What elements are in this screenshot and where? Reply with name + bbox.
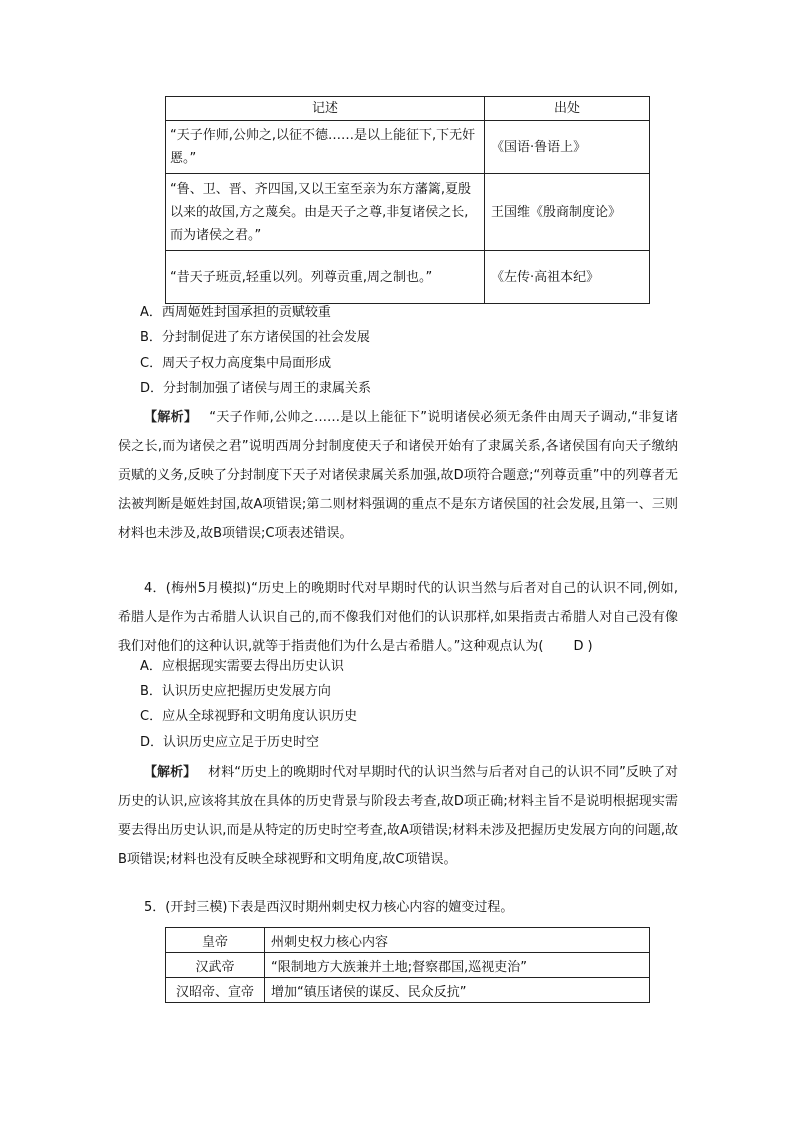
q3-option-b: B．分封制促进了东方诸侯国的社会发展 [140,330,370,345]
q4-option-a: A．应根据现实需要去得出历史认识 [140,659,344,674]
content-cell: 增加“镇压诸侯的谋反、民众反抗” [265,978,650,1003]
q4-stem [118,574,678,661]
answer-letter: D [573,639,584,654]
table-row [166,121,650,174]
table-row [166,174,650,251]
q3-option-c: C．周天子权力高度集中局面形成 [140,356,332,371]
record-cell: “天子作师,公帅之,以征不德……是以上能征下,下无奸慝。” [166,121,485,174]
record-cell: “昔天子班贡,轻重以列。列尊贡重,周之制也。” [166,251,485,304]
table-header-cell: 皇帝 [166,928,265,953]
question-text: 5．(开封三模)下表是西汉时期州刺史权力核心内容的嬗变过程。 [144,900,514,915]
source-cell: 《左传·高祖本纪》 [485,251,650,304]
q3-analysis [118,403,678,548]
emperor-cell: 汉昭帝、宣帝 [166,978,265,1003]
q4-option-d: D．认识历史应立足于历史时空 [140,735,320,750]
q4-option-c: C．应从全球视野和文明角度认识历史 [140,709,358,724]
table-header-row [166,928,650,953]
analysis-text: 材料“历史上的晚期时代对早期时代的认识当然与后者对自己的认识不同”反映了对历史的认识,应该将其放在具体的历史背景与阶段去考查,故D项正确;材料主旨不是说明根据现实需要去得出历史认识,而是从特定的历史时空考查,故A项错误;材料未涉及把握历史发展方向的问题,故B项错误;材料也没有反映全球视野和文明角度,故C项错误。 [118,765,678,867]
q3-option-d: D．分封制加强了诸侯与周王的隶属关系 [140,381,372,396]
analysis-text: “天子作师,公帅之……是以上能征下”说明诸侯必须无条件由周天子调动,“非复诸侯之长,而为诸侯之君”说明西周分封制度使天子和诸侯开始有了隶属关系,各诸侯国有向天子缴纳贡赋的义务,反映了分封制度下天子对诸侯隶属关系加强,故D项符合题意;“列尊贡重”中的列尊者无法被判断是姬姓封国,故A项错误;第二则材料强调的重点不是东方诸侯国的社会发展,且第一、三则材料也未涉及,故B项错误;C项表述错误。 [118,410,678,541]
question-paren: ) [587,639,593,654]
table-row [166,978,650,1003]
source-cell: 《国语·鲁语上》 [485,121,650,174]
source-cell: 王国维《殷商制度论》 [485,174,650,251]
table-row [166,251,650,304]
q3-option-a: A．西周姬姓封国承担的贡赋较重 [140,305,331,320]
content-cell: “限制地方大族兼并土地;督察郡国,巡视吏治” [265,953,650,978]
analysis-tag: 【解析】 [144,765,197,780]
emperor-cell: 汉武帝 [166,953,265,978]
table-row [166,953,650,978]
record-cell: “鲁、卫、晋、齐四国,又以王室至亲为东方藩篱,夏殷以来的故国,方之蔑矣。由是天子之尊,非复诸侯之长,而为诸侯之君。” [166,174,485,251]
analysis-tag: 【解析】 [144,410,198,425]
q5-stem [118,893,678,922]
table-header-row [166,97,650,121]
sources-table [165,96,650,304]
question-text: 4．(梅州5月模拟)“历史上的晚期时代对早期时代的认识当然与后者对自己的认识不同,例如,希腊人是作为古希腊人认识自己的,而不像我们对他们的认识那样,如果指责古希腊人对自己没有像我们对他们的这种认识,就等于指责他们为什么是古希腊人。”这种观点认为( [118,581,678,654]
table-header-cell: 出处 [485,97,650,121]
q4-option-b: B．认识历史应把握历史发展方向 [140,684,331,699]
q4-analysis [118,758,678,874]
table-header-cell: 州刺史权力核心内容 [265,928,650,953]
table-header-cell: 记述 [166,97,485,121]
governor-power-table [165,927,650,1003]
